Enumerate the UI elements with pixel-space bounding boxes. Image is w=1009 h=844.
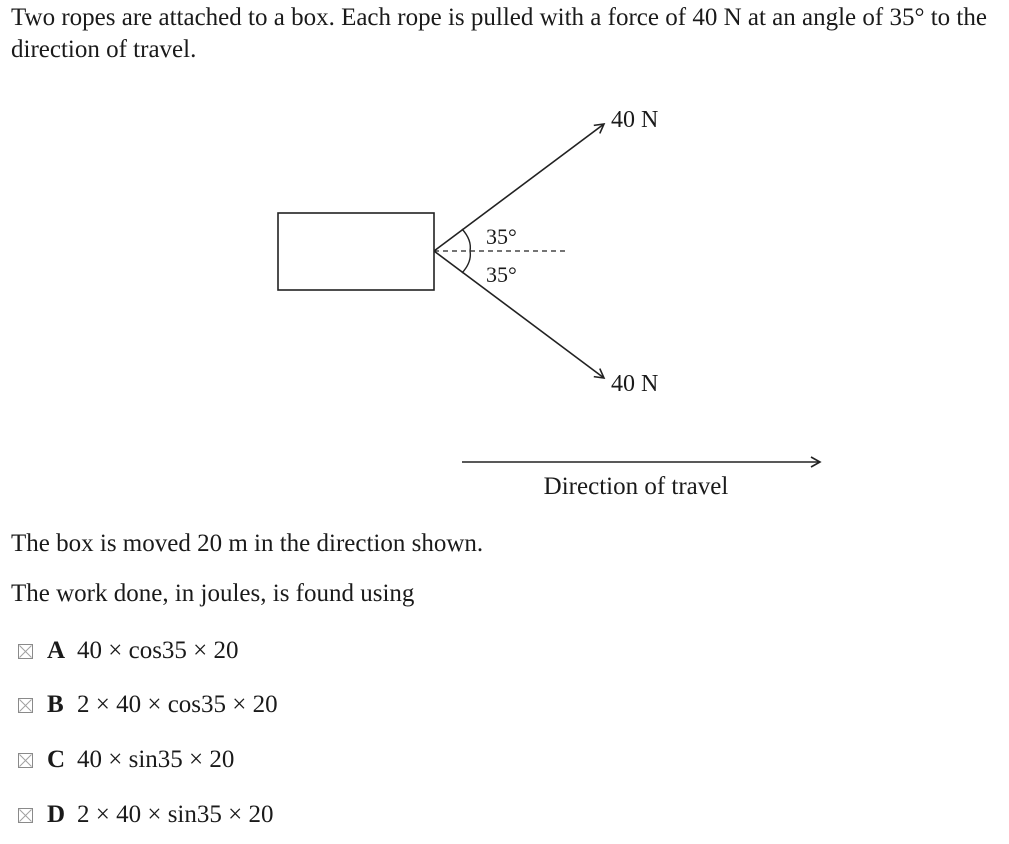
rope-upper-arrow: [434, 124, 604, 251]
force-label-lower: 40 N: [611, 371, 659, 397]
option-c-checkbox[interactable]: [18, 753, 33, 768]
option-a[interactable]: [18, 636, 239, 666]
option-b-checkbox[interactable]: [18, 698, 33, 713]
option-d-letter: D: [47, 801, 66, 828]
option-a-checkbox[interactable]: [18, 644, 33, 659]
option-b[interactable]: [18, 690, 278, 720]
option-c[interactable]: [18, 745, 234, 775]
option-c-letter: C: [47, 746, 66, 773]
option-d[interactable]: [18, 800, 273, 830]
rope-lower-arrow: [434, 251, 604, 378]
question-line-distance: The box is moved 20 m in the direction shown.: [11, 530, 484, 557]
force-label-upper: 40 N: [611, 107, 659, 133]
option-d-checkbox[interactable]: [18, 808, 33, 823]
option-a-text: 40 × cos35 × 20: [77, 637, 239, 664]
angle-arc-lower: [462, 251, 470, 273]
box-shape: [278, 213, 434, 290]
angle-label-lower: 35°: [486, 262, 517, 287]
option-c-text: 40 × sin35 × 20: [77, 746, 235, 773]
direction-label: Direction of travel: [543, 473, 729, 500]
option-a-letter: A: [47, 637, 66, 664]
angle-arc-upper: [462, 229, 470, 251]
angle-label-upper: 35°: [486, 224, 517, 249]
question-line-prompt: The work done, in joules, is found using: [11, 580, 415, 607]
option-b-letter: B: [47, 691, 64, 718]
option-b-text: 2 × 40 × cos35 × 20: [77, 691, 278, 718]
question-intro: Two ropes are attached to a box. Each rope is pulled with a force of 40 N at an angle of 35° to the direction of travel.: [11, 4, 987, 63]
option-d-text: 2 × 40 × sin35 × 20: [77, 801, 274, 828]
